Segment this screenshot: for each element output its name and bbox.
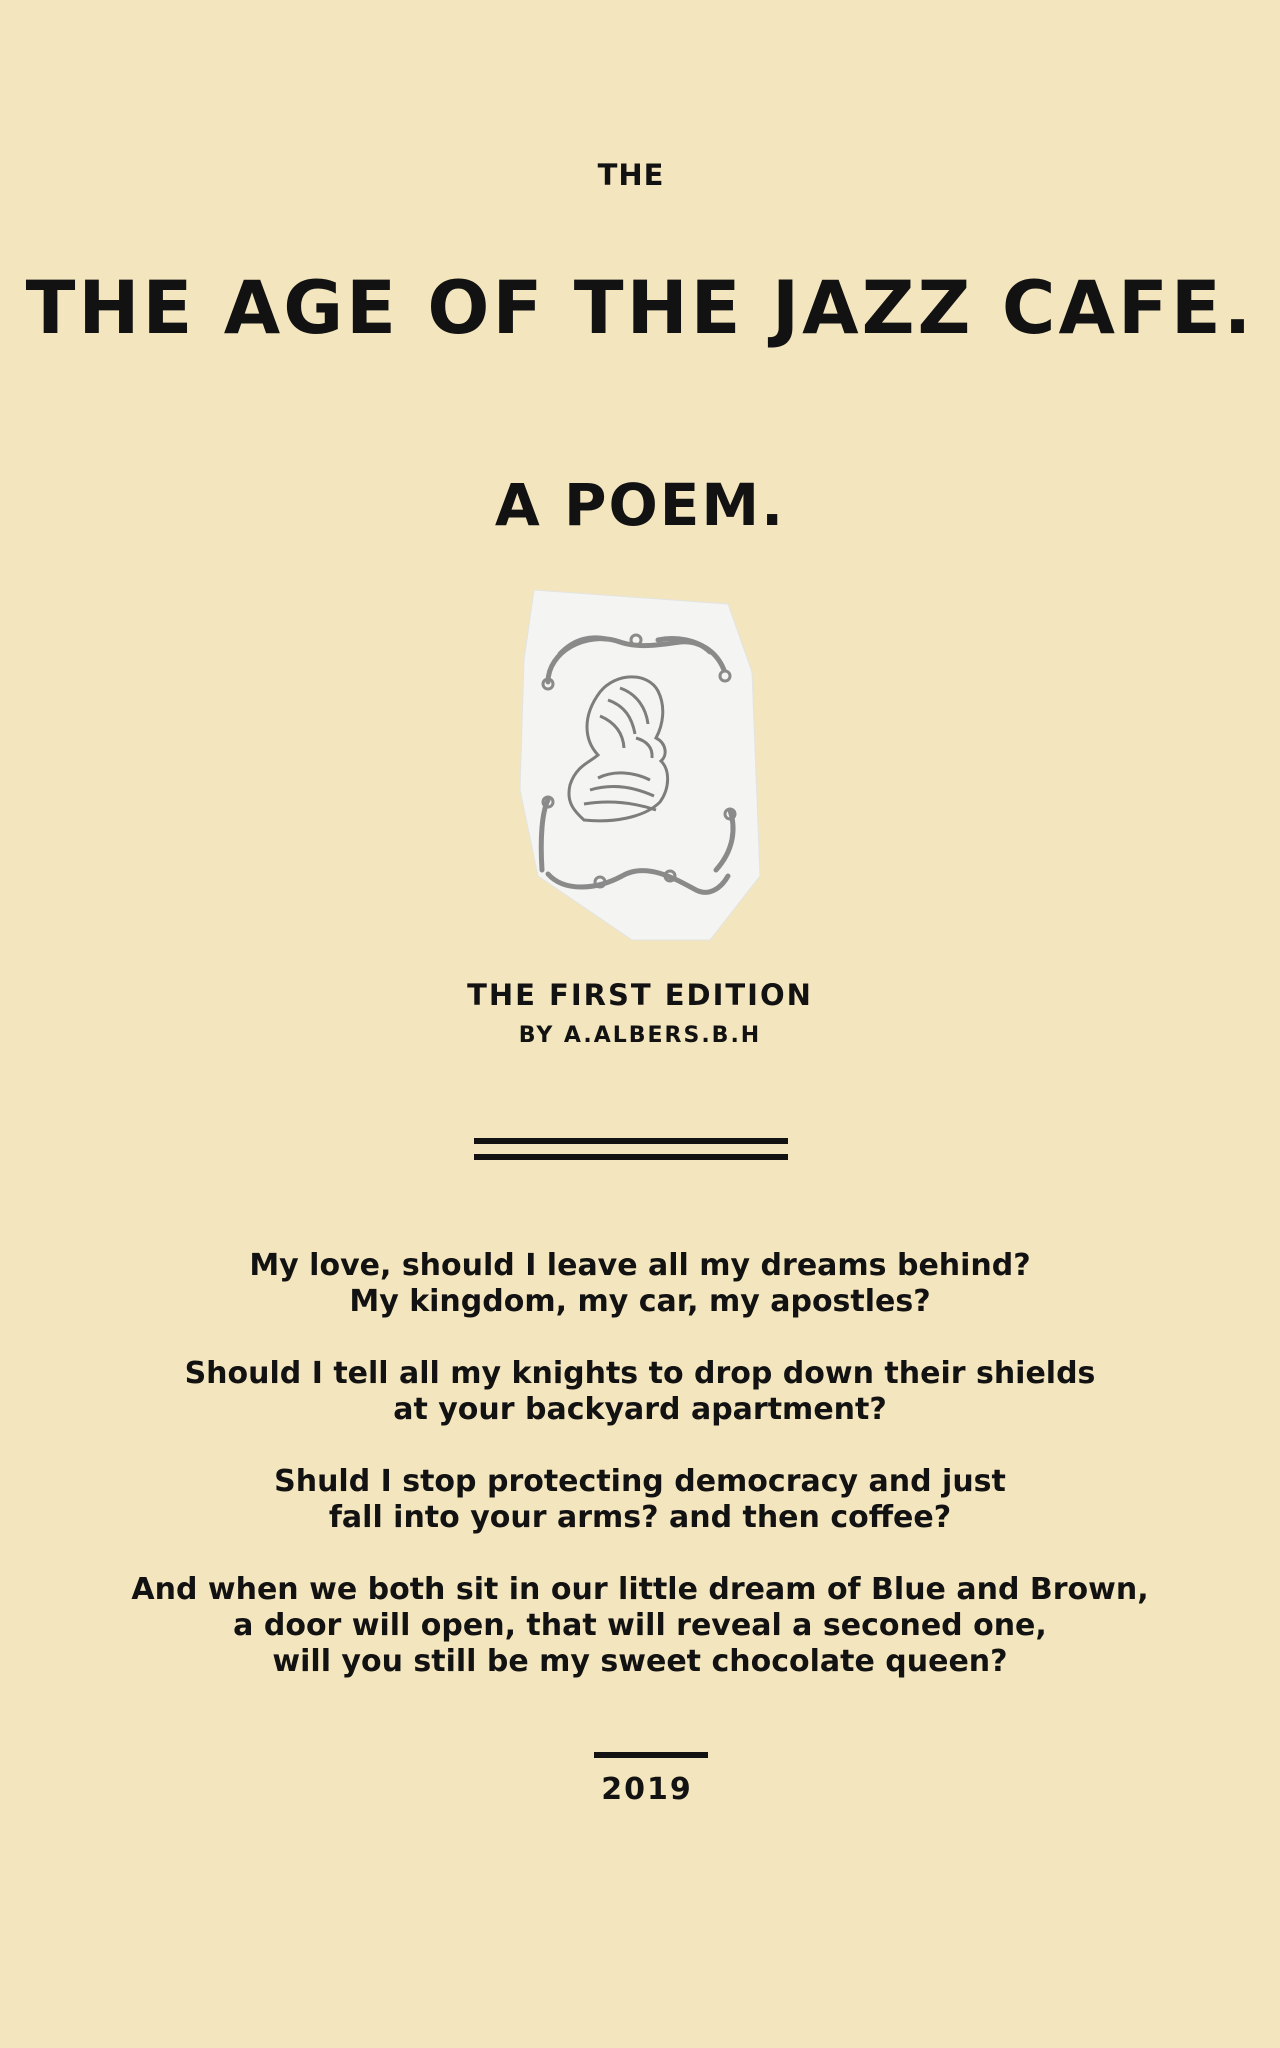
decorative-year-rule xyxy=(594,1752,708,1758)
publication-year: 2019 xyxy=(601,1772,693,1807)
poem-body xyxy=(80,1248,1200,1680)
decorative-double-rule-bottom xyxy=(474,1154,788,1160)
poem-line: My kingdom, my car, my apostles? xyxy=(349,1284,931,1319)
poem-line: Should I tell all my knights to drop down their shields xyxy=(184,1356,1096,1391)
poem-stanza xyxy=(80,1356,1200,1428)
poem-line: And when we both sit in our little dream of Blue and Brown, xyxy=(131,1572,1149,1607)
poem-line: fall into your arms? and then coffee? xyxy=(328,1500,952,1535)
poem-line: My love, should I leave all my dreams behind? xyxy=(249,1248,1031,1283)
book-title: THE AGE OF THE JAZZ CAFE. xyxy=(25,266,1255,351)
poem-line: a door will open, that will reveal a seconed one, xyxy=(233,1608,1047,1643)
poem-line: Shuld I stop protecting democracy and just xyxy=(274,1464,1006,1499)
cameo-bust-emblem-icon xyxy=(520,590,760,945)
decorative-double-rule-top xyxy=(474,1138,788,1144)
author-byline: BY A.ALBERS.B.H xyxy=(518,1023,762,1048)
poem-line: at your backyard apartment? xyxy=(393,1392,887,1427)
poem-stanza xyxy=(80,1248,1200,1320)
small-title-label: THE xyxy=(597,158,665,192)
poem-stanza xyxy=(80,1464,1200,1536)
edition-label: THE FIRST EDITION xyxy=(467,978,813,1012)
poem-line: will you still be my sweet chocolate queen? xyxy=(272,1644,1008,1679)
book-subtitle: A POEM. xyxy=(494,471,786,539)
poem-stanza xyxy=(80,1572,1200,1680)
